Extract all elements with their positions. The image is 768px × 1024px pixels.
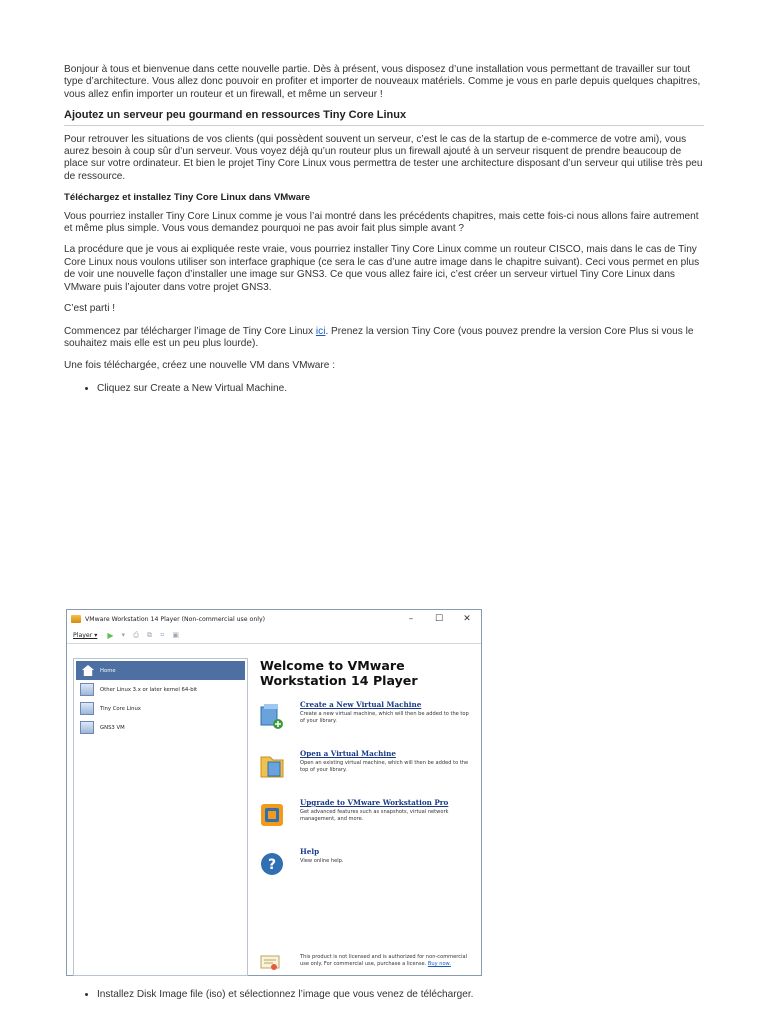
toolbar-icons: ▾ ⎙ ⧉ ⌗ ▣ [121,631,183,639]
upgrade-link[interactable]: Upgrade to VMware Workstation Pro [300,798,449,807]
license-notice [300,954,475,967]
library-item-label: GNS3 VM [100,724,125,731]
window-title: VMware Workstation 14 Player (Non-commercial use only) [85,615,266,623]
welcome-title: Welcome to VMware Workstation 14 Player [260,658,418,688]
svg-text:?: ? [267,857,277,873]
upgrade-icon [260,802,284,828]
paragraph-5-end: . Prenez la version Tiny Core (vous pouvez prendre la version Core Plus si vous le souhaitez mais elle est un peu plus lourde). [64,325,694,349]
paragraph-6: Une fois téléchargée, créez une nouvelle VM dans VMware : [64,360,335,372]
maximize-button[interactable]: ☐ [434,614,444,624]
open-vm-desc: Open an existing virtual machine, which will then be added to the top of your library. [300,760,469,773]
library-item-home[interactable] [76,661,245,680]
library-item-tiny-core[interactable] [74,699,247,718]
subsection-heading: Téléchargez et installez Tiny Core Linux dans VMware [64,192,311,204]
library-item-other-linux[interactable] [74,680,247,699]
step-list-1 [64,383,704,395]
paragraph-3: La procédure que je vous ai expliquée reste vraie, vous pourriez installer Tiny Core Linux comme un routeur CISCO, mais dans le cas de Tiny Core Linux nous voulons utiliser son interface graphique (ce sera le cas d’une autre image dans le chapitre suivant). Ceci vous permet en plus de voir une nouvelle façon d’installer une image sur GNS3. Ce que vous allez faire ici, c’est créer un serveur virtuel Tiny Core Linux dans VMware puis l’ajouter dans votre projet GNS3. [64,244,700,293]
library-item-gns3-vm[interactable] [74,718,247,737]
vm-icon [80,683,94,696]
paragraph-1: Pour retrouver les situations de vos clients (qui possèdent souvent un serveur, c’est le cas de la startup de e-commerce de votre ami), vous aurez besoin à coup sûr d’un serveur. Vous voyez déjà qu’un routeur plus un firewall ajouté à un serveur risquent de prendre beaucoup de place sur votre ordinateur. Et bien le projet Tiny Core Linux vous permettra de tester une architecture disposant d’un serveur qui utilise très peu de ressource. [64,133,703,182]
welcome-panel [260,658,475,967]
library-item-label: Other Linux 3.x or later kernel 64-bit [100,686,198,693]
vm-icon [80,702,94,715]
step-list-2 [64,989,737,1000]
minimize-button[interactable]: – [408,614,414,624]
library-item-label: Home [100,667,116,674]
paragraph-5 [64,326,704,351]
open-vm-link[interactable]: Open a Virtual Machine [300,749,396,758]
library-item-label: Tiny Core Linux [100,705,141,712]
create-vm-link[interactable]: Create a New Virtual Machine [300,700,422,709]
article [64,64,704,395]
paragraph-4: C’est parti ! [64,303,116,315]
help-desc: View online help. [300,858,344,864]
create-vm-desc: Create a new virtual machine, which will then be added to the top of your library. [300,711,469,724]
vm-library [73,658,248,976]
certificate-icon [260,954,280,972]
close-button[interactable]: ✕ [463,614,471,624]
player-menu[interactable]: Player ▾ [73,632,98,639]
create-vm-icon [260,704,284,730]
vmware-window [66,609,482,976]
window-titlebar [67,610,481,628]
help-link[interactable]: Help [300,847,320,856]
step-1: • Cliquez sur Create a New Virtual Machine. [97,383,704,395]
window-body [67,644,481,975]
license-text: This product is not licensed and is authorized for non-commercial use only. For commercial use, purchase a license. [300,954,468,967]
buy-now-link[interactable]: Buy now. [427,960,451,967]
paragraph-5-start: Commencez par télécharger l’image de Tiny Core Linux [64,325,316,337]
home-icon [82,665,94,676]
help-icon [260,851,284,877]
vmware-app-icon [71,615,81,623]
paragraph-2: Vous pourriez installer Tiny Core Linux comme je vous l’ai montré dans les précédents chapitres, mais cette fois-ci nous allons faire autrement et même plus simple. Vous vous demandez pourquoi ne pas avoir fait plus simple avant ? [64,210,699,235]
open-vm-icon [260,753,284,779]
intro-paragraph: Bonjour à tous et bienvenue dans cette nouvelle partie. Dès à présent, vous disposez d’une installation vous permettant de travailler sur tout type d’architecture. Vous allez donc pouvoir en profiter et importer de nouveaux matériels. Comme je vous en parle depuis quelques chapitres, vous allez enfin importer un routeur et un firewall, et même un serveur ! [64,64,701,100]
step-2: • Installez Disk Image file (iso) et sélectionnez l’image que vous venez de télécharger. [97,989,737,1000]
menu-bar [67,628,481,644]
download-link[interactable]: ici [315,325,326,337]
upgrade-desc: Get advanced features such as snapshots, virtual network management, and more. [300,809,449,822]
section-heading: Ajoutez un serveur peu gourmand en ressources Tiny Core Linux [64,109,704,125]
play-icon[interactable]: ▶ [107,631,114,640]
vm-icon [80,721,94,734]
